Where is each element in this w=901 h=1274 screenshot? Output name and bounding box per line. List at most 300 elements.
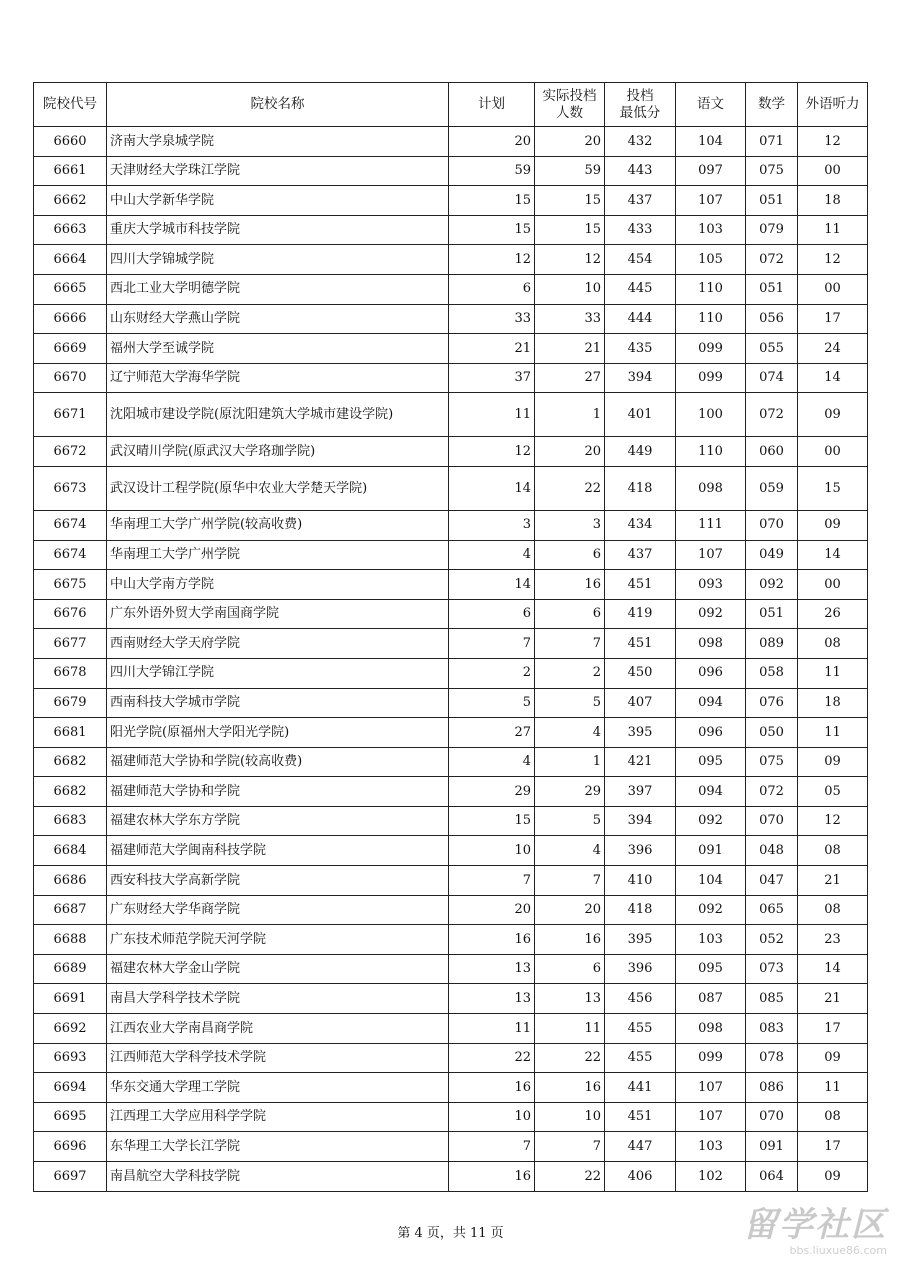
table-row — [34, 1132, 868, 1162]
cell-code: 6682 — [34, 747, 107, 777]
cell-chinese: 094 — [676, 688, 746, 718]
cell-min-score: 396 — [605, 836, 676, 866]
table-row — [34, 274, 868, 304]
cell-code: 6675 — [34, 570, 107, 600]
cell-actual: 27 — [535, 363, 605, 393]
cell-plan: 11 — [449, 1014, 535, 1044]
cell-min-score: 407 — [605, 688, 676, 718]
table-row — [34, 984, 868, 1014]
cell-math: 052 — [746, 925, 798, 955]
cell-chinese: 107 — [676, 540, 746, 570]
cell-foreign: 00 — [798, 437, 868, 467]
cell-actual: 22 — [535, 1162, 605, 1192]
cell-plan: 29 — [449, 777, 535, 807]
table-row — [34, 777, 868, 807]
cell-name: 南昌航空大学科技学院 — [107, 1162, 449, 1192]
cell-plan: 22 — [449, 1043, 535, 1073]
cell-math: 085 — [746, 984, 798, 1014]
cell-code: 6691 — [34, 984, 107, 1014]
cell-actual: 10 — [535, 274, 605, 304]
cell-code: 6669 — [34, 334, 107, 364]
cell-actual: 15 — [535, 186, 605, 216]
table-row — [34, 1162, 868, 1192]
table-row — [34, 304, 868, 334]
cell-code: 6661 — [34, 156, 107, 186]
cell-name: 江西师范大学科学技术学院 — [107, 1043, 449, 1073]
cell-plan: 7 — [449, 1132, 535, 1162]
cell-name: 天津财经大学珠江学院 — [107, 156, 449, 186]
cell-actual: 1 — [535, 393, 605, 437]
cell-min-score: 397 — [605, 777, 676, 807]
cell-math: 086 — [746, 1073, 798, 1103]
cell-foreign: 15 — [798, 466, 868, 510]
cell-name: 福建师范大学闽南科技学院 — [107, 836, 449, 866]
cell-foreign: 09 — [798, 747, 868, 777]
table-body — [34, 127, 868, 1192]
cell-foreign: 05 — [798, 777, 868, 807]
cell-plan: 6 — [449, 274, 535, 304]
cell-plan: 3 — [449, 510, 535, 540]
cell-chinese: 111 — [676, 510, 746, 540]
cell-math: 060 — [746, 437, 798, 467]
cell-foreign: 09 — [798, 510, 868, 540]
cell-name: 阳光学院(原福州大学阳光学院) — [107, 718, 449, 748]
cell-actual: 16 — [535, 1073, 605, 1103]
cell-math: 074 — [746, 363, 798, 393]
cell-name: 东华理工大学长江学院 — [107, 1132, 449, 1162]
cell-chinese: 105 — [676, 245, 746, 275]
cell-math: 075 — [746, 156, 798, 186]
cell-actual: 29 — [535, 777, 605, 807]
cell-actual: 11 — [535, 1014, 605, 1044]
cell-code: 6670 — [34, 363, 107, 393]
cell-plan: 37 — [449, 363, 535, 393]
cell-chinese: 087 — [676, 984, 746, 1014]
cell-name: 四川大学锦江学院 — [107, 658, 449, 688]
cell-foreign: 00 — [798, 570, 868, 600]
cell-min-score: 435 — [605, 334, 676, 364]
cell-name: 中山大学新华学院 — [107, 186, 449, 216]
cell-name: 武汉晴川学院(原武汉大学珞珈学院) — [107, 437, 449, 467]
cell-min-score: 443 — [605, 156, 676, 186]
cell-plan: 4 — [449, 747, 535, 777]
cell-foreign: 11 — [798, 1073, 868, 1103]
cell-plan: 59 — [449, 156, 535, 186]
cell-code: 6677 — [34, 629, 107, 659]
cell-math: 050 — [746, 718, 798, 748]
table-row — [34, 127, 868, 157]
page-footer: 第 4 页，共 11 页 — [397, 1226, 504, 1241]
cell-chinese: 107 — [676, 1073, 746, 1103]
cell-code: 6695 — [34, 1102, 107, 1132]
cell-math: 047 — [746, 866, 798, 896]
cell-code: 6673 — [34, 466, 107, 510]
header-code: 院校代号 — [34, 83, 107, 127]
table-row — [34, 747, 868, 777]
cell-chinese: 091 — [676, 836, 746, 866]
cell-name: 广东技术师范学院天河学院 — [107, 925, 449, 955]
cell-name: 南昌大学科学技术学院 — [107, 984, 449, 1014]
cell-actual: 16 — [535, 925, 605, 955]
cell-plan: 4 — [449, 540, 535, 570]
cell-code: 6692 — [34, 1014, 107, 1044]
cell-actual: 20 — [535, 895, 605, 925]
header-math: 数学 — [746, 83, 798, 127]
cell-chinese: 103 — [676, 1132, 746, 1162]
cell-chinese: 100 — [676, 393, 746, 437]
admission-score-table — [33, 82, 868, 1192]
header-name: 院校名称 — [107, 83, 449, 127]
cell-math: 073 — [746, 954, 798, 984]
cell-actual: 22 — [535, 1043, 605, 1073]
cell-math: 092 — [746, 570, 798, 600]
cell-chinese: 107 — [676, 186, 746, 216]
cell-plan: 15 — [449, 806, 535, 836]
cell-code: 6679 — [34, 688, 107, 718]
table-row — [34, 658, 868, 688]
cell-math: 083 — [746, 1014, 798, 1044]
cell-min-score: 437 — [605, 186, 676, 216]
table-row — [34, 806, 868, 836]
table-header-row — [34, 83, 868, 127]
cell-chinese: 092 — [676, 806, 746, 836]
table-row — [34, 510, 868, 540]
cell-foreign: 18 — [798, 186, 868, 216]
cell-plan: 7 — [449, 866, 535, 896]
cell-min-score: 441 — [605, 1073, 676, 1103]
cell-chinese: 103 — [676, 925, 746, 955]
cell-min-score: 451 — [605, 1102, 676, 1132]
cell-math: 072 — [746, 777, 798, 807]
cell-foreign: 18 — [798, 688, 868, 718]
header-chinese: 语文 — [676, 83, 746, 127]
cell-plan: 20 — [449, 127, 535, 157]
cell-plan: 12 — [449, 245, 535, 275]
header-min-line1: 投档 — [626, 87, 654, 104]
table-row — [34, 1014, 868, 1044]
cell-min-score: 451 — [605, 629, 676, 659]
header-foreign: 外语听力 — [798, 83, 868, 127]
cell-math: 070 — [746, 510, 798, 540]
cell-name: 福建师范大学协和学院(较高收费) — [107, 747, 449, 777]
cell-actual: 4 — [535, 718, 605, 748]
cell-code: 6689 — [34, 954, 107, 984]
cell-code: 6672 — [34, 437, 107, 467]
table-row — [34, 245, 868, 275]
cell-code: 6678 — [34, 658, 107, 688]
cell-code: 6681 — [34, 718, 107, 748]
table-row — [34, 836, 868, 866]
table-row — [34, 540, 868, 570]
cell-plan: 11 — [449, 393, 535, 437]
cell-math: 078 — [746, 1043, 798, 1073]
cell-min-score: 450 — [605, 658, 676, 688]
cell-chinese: 103 — [676, 215, 746, 245]
cell-min-score: 437 — [605, 540, 676, 570]
cell-code: 6664 — [34, 245, 107, 275]
cell-chinese: 096 — [676, 658, 746, 688]
cell-chinese: 099 — [676, 363, 746, 393]
table-row — [34, 334, 868, 364]
cell-name: 福建农林大学东方学院 — [107, 806, 449, 836]
cell-min-score: 421 — [605, 747, 676, 777]
cell-code: 6688 — [34, 925, 107, 955]
cell-actual: 7 — [535, 629, 605, 659]
cell-code: 6660 — [34, 127, 107, 157]
cell-name: 西南财经大学天府学院 — [107, 629, 449, 659]
cell-chinese: 099 — [676, 1043, 746, 1073]
cell-name: 辽宁师范大学海华学院 — [107, 363, 449, 393]
cell-math: 072 — [746, 393, 798, 437]
cell-actual: 7 — [535, 1132, 605, 1162]
table-row — [34, 1043, 868, 1073]
cell-plan: 16 — [449, 925, 535, 955]
cell-name: 济南大学泉城学院 — [107, 127, 449, 157]
cell-foreign: 11 — [798, 215, 868, 245]
cell-foreign: 17 — [798, 304, 868, 334]
cell-plan: 13 — [449, 954, 535, 984]
cell-foreign: 23 — [798, 925, 868, 955]
cell-min-score: 455 — [605, 1043, 676, 1073]
cell-min-score: 410 — [605, 866, 676, 896]
cell-math: 079 — [746, 215, 798, 245]
cell-actual: 33 — [535, 304, 605, 334]
cell-code: 6674 — [34, 510, 107, 540]
cell-foreign: 11 — [798, 658, 868, 688]
table-row — [34, 688, 868, 718]
cell-math: 049 — [746, 540, 798, 570]
table-row — [34, 1073, 868, 1103]
cell-name: 山东财经大学燕山学院 — [107, 304, 449, 334]
cell-name: 中山大学南方学院 — [107, 570, 449, 600]
cell-math: 076 — [746, 688, 798, 718]
cell-foreign: 00 — [798, 156, 868, 186]
cell-name: 福建农林大学金山学院 — [107, 954, 449, 984]
cell-chinese: 098 — [676, 466, 746, 510]
cell-min-score: 432 — [605, 127, 676, 157]
cell-actual: 6 — [535, 540, 605, 570]
cell-actual: 59 — [535, 156, 605, 186]
header-actual-line1: 实际投档 — [542, 87, 597, 104]
cell-chinese: 104 — [676, 866, 746, 896]
cell-plan: 16 — [449, 1162, 535, 1192]
cell-plan: 10 — [449, 836, 535, 866]
cell-actual: 4 — [535, 836, 605, 866]
cell-math: 070 — [746, 1102, 798, 1132]
cell-foreign: 09 — [798, 1043, 868, 1073]
cell-name: 广东财经大学华商学院 — [107, 895, 449, 925]
cell-math: 064 — [746, 1162, 798, 1192]
cell-math: 051 — [746, 599, 798, 629]
cell-foreign: 14 — [798, 954, 868, 984]
table-row — [34, 466, 868, 510]
cell-code: 6676 — [34, 599, 107, 629]
watermark-title: 留学社区 — [743, 1205, 887, 1245]
cell-min-score: 445 — [605, 274, 676, 304]
cell-name: 重庆大学城市科技学院 — [107, 215, 449, 245]
cell-actual: 1 — [535, 747, 605, 777]
table-row — [34, 437, 868, 467]
table-row — [34, 895, 868, 925]
cell-math: 071 — [746, 127, 798, 157]
table-row — [34, 1102, 868, 1132]
table-row — [34, 156, 868, 186]
cell-math: 072 — [746, 245, 798, 275]
cell-plan: 15 — [449, 215, 535, 245]
cell-chinese: 096 — [676, 718, 746, 748]
cell-plan: 14 — [449, 570, 535, 600]
cell-foreign: 09 — [798, 1162, 868, 1192]
cell-chinese: 093 — [676, 570, 746, 600]
cell-min-score: 433 — [605, 215, 676, 245]
header-actual — [535, 83, 605, 127]
cell-chinese: 095 — [676, 747, 746, 777]
header-min-line2: 最低分 — [619, 104, 661, 121]
cell-name: 福州大学至诚学院 — [107, 334, 449, 364]
cell-name: 四川大学锦城学院 — [107, 245, 449, 275]
cell-code: 6686 — [34, 866, 107, 896]
cell-math: 051 — [746, 274, 798, 304]
cell-plan: 10 — [449, 1102, 535, 1132]
cell-plan: 15 — [449, 186, 535, 216]
cell-min-score: 419 — [605, 599, 676, 629]
header-plan: 计划 — [449, 83, 535, 127]
cell-plan: 33 — [449, 304, 535, 334]
cell-foreign: 14 — [798, 363, 868, 393]
cell-min-score: 395 — [605, 718, 676, 748]
cell-foreign: 00 — [798, 274, 868, 304]
watermark-url: bbs.liuxue86.com — [789, 1244, 887, 1257]
cell-math: 055 — [746, 334, 798, 364]
watermark — [743, 1205, 887, 1257]
cell-foreign: 14 — [798, 540, 868, 570]
cell-foreign: 09 — [798, 393, 868, 437]
cell-code: 6696 — [34, 1132, 107, 1162]
cell-chinese: 110 — [676, 304, 746, 334]
cell-foreign: 08 — [798, 1102, 868, 1132]
cell-actual: 13 — [535, 984, 605, 1014]
cell-code: 6694 — [34, 1073, 107, 1103]
cell-name: 江西农业大学南昌商学院 — [107, 1014, 449, 1044]
table-row — [34, 393, 868, 437]
cell-foreign: 12 — [798, 806, 868, 836]
cell-min-score: 447 — [605, 1132, 676, 1162]
cell-name: 福建师范大学协和学院 — [107, 777, 449, 807]
cell-code: 6682 — [34, 777, 107, 807]
cell-code: 6671 — [34, 393, 107, 437]
cell-actual: 22 — [535, 466, 605, 510]
table-row — [34, 599, 868, 629]
cell-actual: 3 — [535, 510, 605, 540]
cell-code: 6663 — [34, 215, 107, 245]
cell-foreign: 26 — [798, 599, 868, 629]
cell-chinese: 092 — [676, 599, 746, 629]
table-row — [34, 954, 868, 984]
cell-code: 6665 — [34, 274, 107, 304]
cell-math: 065 — [746, 895, 798, 925]
cell-min-score: 395 — [605, 925, 676, 955]
cell-foreign: 08 — [798, 895, 868, 925]
cell-min-score: 451 — [605, 570, 676, 600]
cell-plan: 13 — [449, 984, 535, 1014]
cell-min-score: 418 — [605, 895, 676, 925]
cell-chinese: 095 — [676, 954, 746, 984]
cell-plan: 14 — [449, 466, 535, 510]
cell-code: 6666 — [34, 304, 107, 334]
cell-min-score: 401 — [605, 393, 676, 437]
cell-name: 西安科技大学高新学院 — [107, 866, 449, 896]
cell-code: 6697 — [34, 1162, 107, 1192]
cell-min-score: 434 — [605, 510, 676, 540]
cell-chinese: 094 — [676, 777, 746, 807]
table-row — [34, 718, 868, 748]
header-min-score — [605, 83, 676, 127]
cell-min-score: 454 — [605, 245, 676, 275]
header-actual-line2: 人数 — [556, 104, 583, 121]
admission-table-sheet — [33, 82, 867, 1192]
cell-name: 武汉设计工程学院(原华中农业大学楚天学院) — [107, 466, 449, 510]
cell-plan: 5 — [449, 688, 535, 718]
cell-min-score: 418 — [605, 466, 676, 510]
cell-name: 华南理工大学广州学院(较高收费) — [107, 510, 449, 540]
cell-name: 西北工业大学明德学院 — [107, 274, 449, 304]
cell-actual: 16 — [535, 570, 605, 600]
cell-plan: 20 — [449, 895, 535, 925]
cell-min-score: 406 — [605, 1162, 676, 1192]
cell-foreign: 12 — [798, 127, 868, 157]
cell-foreign: 21 — [798, 866, 868, 896]
cell-actual: 21 — [535, 334, 605, 364]
cell-name: 沈阳城市建设学院(原沈阳建筑大学城市建设学院) — [107, 393, 449, 437]
cell-chinese: 104 — [676, 127, 746, 157]
cell-foreign: 21 — [798, 984, 868, 1014]
cell-code: 6684 — [34, 836, 107, 866]
cell-actual: 6 — [535, 599, 605, 629]
cell-math: 089 — [746, 629, 798, 659]
cell-name: 华东交通大学理工学院 — [107, 1073, 449, 1103]
cell-chinese: 110 — [676, 437, 746, 467]
cell-code: 6662 — [34, 186, 107, 216]
cell-name: 江西理工大学应用科学学院 — [107, 1102, 449, 1132]
cell-actual: 20 — [535, 127, 605, 157]
cell-code: 6693 — [34, 1043, 107, 1073]
cell-math: 070 — [746, 806, 798, 836]
cell-math: 059 — [746, 466, 798, 510]
table-row — [34, 629, 868, 659]
cell-foreign: 17 — [798, 1014, 868, 1044]
cell-actual: 2 — [535, 658, 605, 688]
cell-chinese: 092 — [676, 895, 746, 925]
cell-min-score: 456 — [605, 984, 676, 1014]
table-row — [34, 215, 868, 245]
cell-chinese: 107 — [676, 1102, 746, 1132]
cell-plan: 21 — [449, 334, 535, 364]
cell-actual: 5 — [535, 688, 605, 718]
cell-chinese: 097 — [676, 156, 746, 186]
cell-math: 051 — [746, 186, 798, 216]
cell-foreign: 24 — [798, 334, 868, 364]
cell-code: 6683 — [34, 806, 107, 836]
cell-name: 广东外语外贸大学南国商学院 — [107, 599, 449, 629]
table-row — [34, 186, 868, 216]
cell-name: 华南理工大学广州学院 — [107, 540, 449, 570]
cell-chinese: 102 — [676, 1162, 746, 1192]
cell-plan: 7 — [449, 629, 535, 659]
cell-foreign: 11 — [798, 718, 868, 748]
table-row — [34, 866, 868, 896]
cell-foreign: 08 — [798, 629, 868, 659]
table-row — [34, 570, 868, 600]
